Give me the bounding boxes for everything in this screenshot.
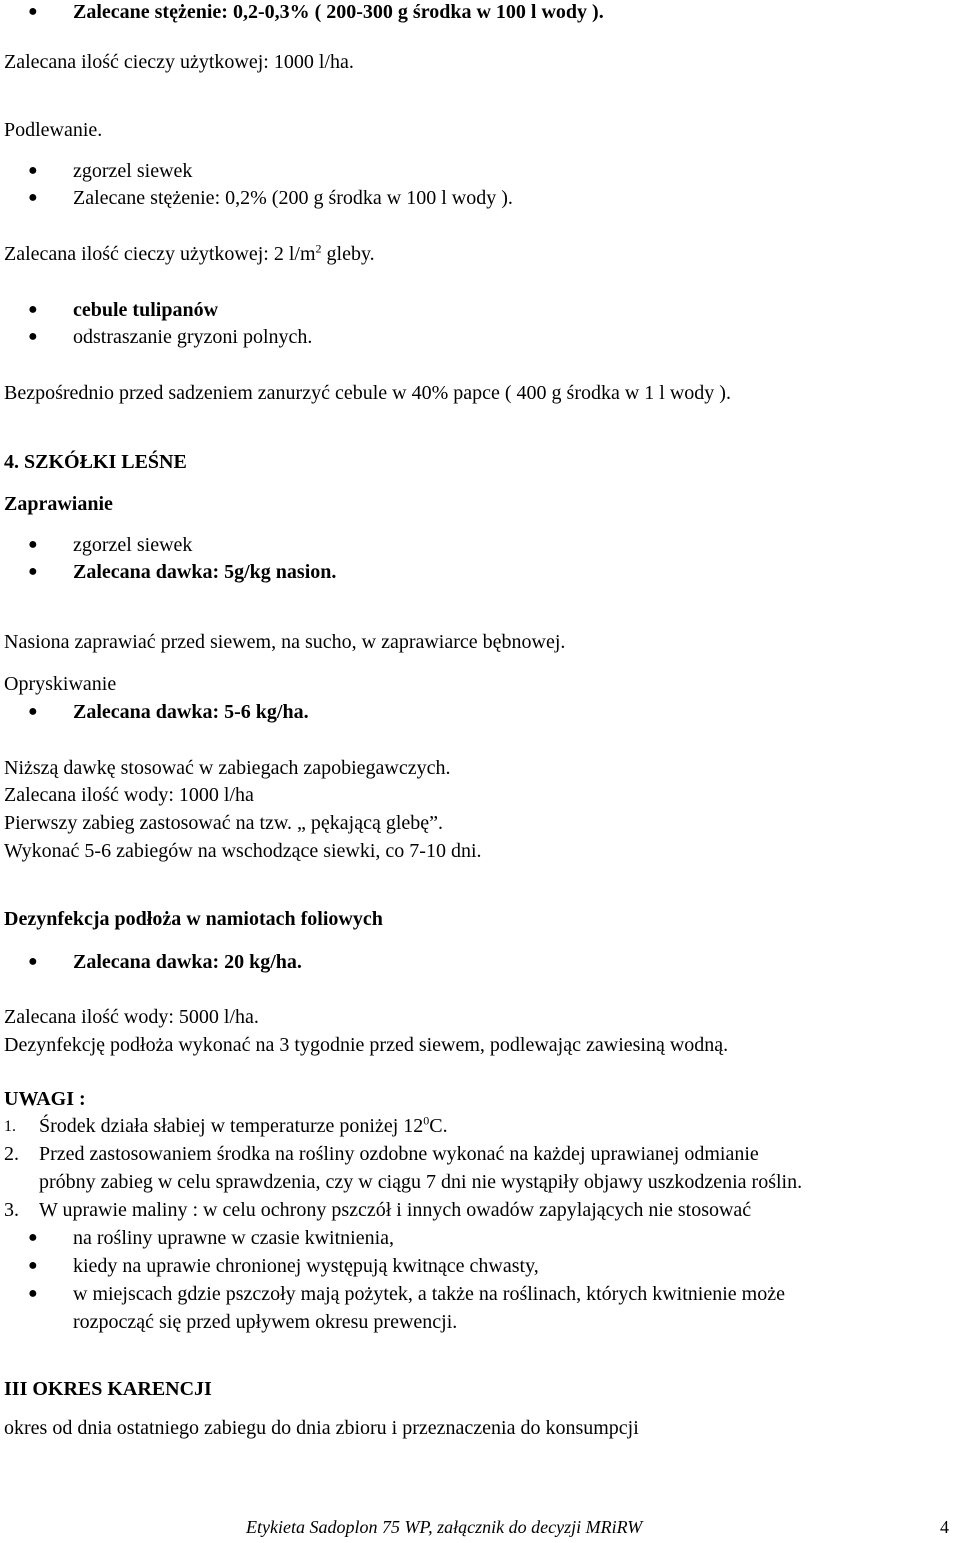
paragraph: Podlewanie. <box>4 119 103 141</box>
list-item: cebule tulipanów <box>73 299 219 321</box>
list-number: 2. <box>4 1143 19 1165</box>
list-item: na rośliny uprawne w czasie kwitnienia, <box>73 1227 395 1249</box>
bullet: ● <box>28 953 38 970</box>
paragraph: Zalecana ilość cieczy użytkowej: 2 $l/m^2$ gleby. <box>4 241 375 265</box>
paragraph: okres od dnia ostatniego zabiegu do dnia zbioru i przeznaczenia do konsumpcji <box>4 1417 639 1439</box>
subheading: Zaprawianie <box>4 493 113 515</box>
list-number: 3. <box>4 1199 19 1221</box>
subheading: Opryskiwanie <box>4 673 117 695</box>
note-item: Przed zastosowaniem środka na rośliny ozdobne wykonać na każdej uprawianej odmianie <box>39 1143 759 1165</box>
bullet: ● <box>28 703 38 720</box>
section-heading: UWAGI : <box>4 1088 86 1110</box>
bullet: ● <box>28 162 38 179</box>
note-item: W uprawie maliny : w celu ochrony pszczół i innych owadów zapylających nie stosować <box>39 1199 752 1221</box>
bullet: ● <box>28 189 38 206</box>
list-number: 1. <box>4 1118 16 1135</box>
note-item-continuation: próbny zabieg w celu sprawdzenia, czy w ciągu 7 dni nie wystąpiły objawy uszkodzenia roślin. <box>39 1171 803 1193</box>
list-item: kiedy na uprawie chronionej występują kwitnące chwasty, <box>73 1255 539 1277</box>
bullet: ● <box>28 1257 38 1274</box>
list-item: Zalecana dawka: 20 kg/ha. <box>73 951 302 973</box>
paragraph: Bezpośrednio przed sadzeniem zanurzyć cebule w 40% papce ( 400 g środka w 1 l wody ). <box>4 382 731 404</box>
subheading: Dezynfekcja podłoża w namiotach foliowych <box>4 908 383 930</box>
list-item: odstraszanie gryzoni polnych. <box>73 326 313 348</box>
bullet: ● <box>28 563 38 580</box>
list-item-continuation: rozpocząć się przed upływem okresu prewencji. <box>73 1311 458 1333</box>
list-item: zgorzel siewek <box>73 160 193 182</box>
list-item: zgorzel siewek <box>73 534 193 556</box>
paragraph: Pierwszy zabieg zastosować na tzw. „ pękającą glebę”. <box>4 812 444 834</box>
paragraph: Zalecana ilość wody: 1000 l/ha <box>4 784 254 806</box>
bullet: ● <box>28 536 38 553</box>
page-number: 4 <box>940 1517 949 1537</box>
note-item: Środek działa słabiej w temperaturze poniżej $12^0C$. <box>39 1113 448 1137</box>
paragraph: Niższą dawkę stosować w zabiegach zapobiegawczych. <box>4 757 451 779</box>
paragraph: Nasiona zaprawiać przed siewem, na sucho, w zaprawiarce bębnowej. <box>4 631 566 653</box>
section-heading: 4. SZKÓŁKI LEŚNE <box>4 451 187 473</box>
paragraph: Dezynfekcję podłoża wykonać na 3 tygodnie przed siewem, podlewając zawiesiną wodną. <box>4 1034 729 1056</box>
list-item: Zalecana dawka: 5g/kg nasion. <box>73 561 337 583</box>
footer-text: Etykieta Sadoplon 75 WP, załącznik do decyzji MRiRW <box>246 1517 643 1537</box>
paragraph: Zalecana ilość cieczy użytkowej: 1000 l/ha. <box>4 51 354 73</box>
bullet: ● <box>28 3 38 20</box>
list-item: Zalecane stężenie: 0,2% (200 g środka w 100 l wody ). <box>73 187 513 209</box>
paragraph: Wykonać 5-6 zabiegów na wschodzące siewki, co 7-10 dni. <box>4 840 482 862</box>
bullet: ● <box>28 1229 38 1246</box>
bullet: ● <box>28 328 38 345</box>
list-item: Zalecana dawka: 5-6 kg/ha. <box>73 701 309 723</box>
bullet: ● <box>28 1285 38 1302</box>
paragraph: Zalecana ilość wody: 5000 l/ha. <box>4 1006 259 1028</box>
list-item: w miejscach gdzie pszczoły mają pożytek, a także na roślinach, których kwitnienie może <box>73 1283 785 1305</box>
bullet: ● <box>28 301 38 318</box>
section-heading: III OKRES KARENCJI <box>4 1378 212 1400</box>
list-item: Zalecane stężenie: 0,2-0,3% ( 200-300 g środka w 100 l wody ). <box>73 1 604 23</box>
